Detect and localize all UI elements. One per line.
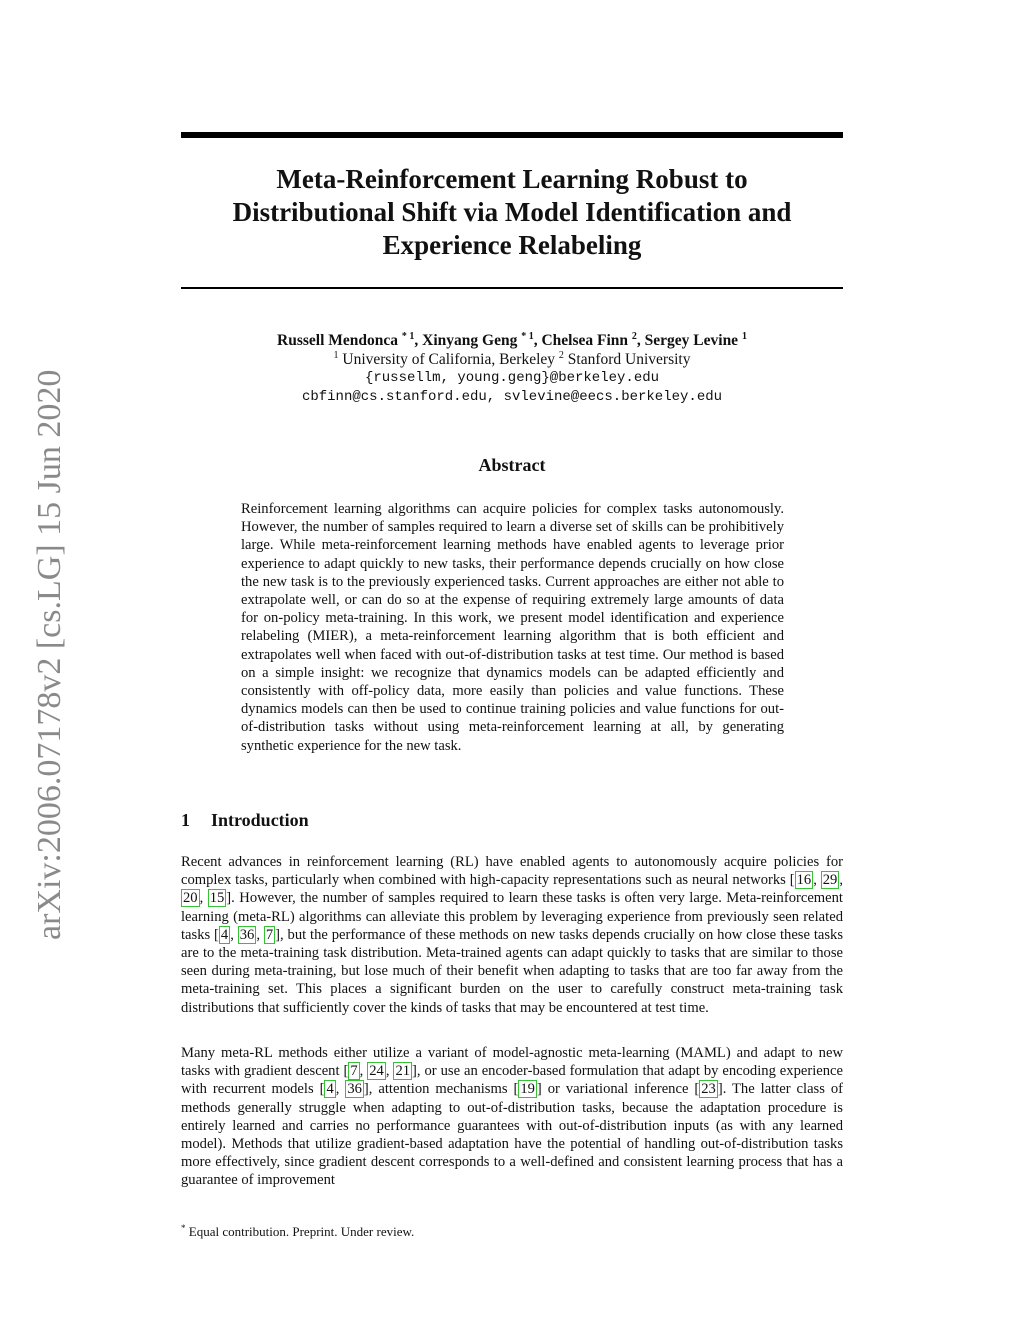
affiliation-2: Stanford University [567, 351, 691, 368]
intro-p2-text-1: Many meta-RL methods either utilize a variant of model-agnostic meta-learning (MAML) and adapt to new tasks with gradient descent [181, 1045, 843, 1080]
intro-paragraph-2: Many meta-RL methods either utilize a variant of model-agnostic meta-learning (MAML) and adapt to new tasks with gradient descent [ 7 , 24 , 21 ], or use an encoder-based formulation that adapt by encoding experience with recurrent models [ 4 , 36 ], attention mechanisms [ 19 ] or variational inference [ 23 ]. The latter class of methods generally struggle when adapting to out-of-distribution tasks, because the adaptation procedure is entirely learned and carries no performance guarantees with out-of-distribution inputs (as with any learned model). Methods that utilize gradient-based adaptation have the potential of handling out-of-distribution tasks more effectively, since gradient descent corresponds to a well-defined and consistent learning process that has a guarantee of improvement [181, 1045, 844, 1189]
affiliation-1: University of California, Berkeley [342, 351, 556, 368]
citation-link[interactable]: 21 [395, 1063, 411, 1080]
intro-p1-text-1: Recent advances in reinforcement learning (RL) have enabled agents to autonomously acquire policies for complex tasks, particularly when combined with high-capacity representations such as neural networks [181, 854, 843, 889]
citation-link[interactable]: 15 [209, 890, 225, 907]
author-4-mark: 1 [741, 331, 747, 342]
author-1-mark: * 1 [401, 331, 415, 342]
author-2-mark: * 1 [521, 331, 534, 342]
author-names: Russell Mendonca $^{* 1}$, Xinyang Geng $^{* 1}$, Chelsea Finn $^2$, Sergey Levine $^1$ [277, 331, 747, 349]
section-title: Introduction [211, 810, 309, 830]
author-block [181, 331, 843, 407]
paper-title [181, 163, 843, 262]
citation-link[interactable]: 24 [369, 1063, 384, 1080]
citation-link[interactable]: 16 [796, 872, 812, 889]
title-line-3: Experience Relabeling [382, 230, 642, 260]
footnote-text: Equal contribution. Preprint. Under review. [185, 1224, 415, 1239]
citation-link[interactable]: 19 [520, 1081, 535, 1098]
citation-link[interactable]: 7 [265, 926, 274, 943]
intro-p1-text-3: , but the performance of these methods on new tasks depends crucially on how close these tasks are to the meta-training task distribution. Meta-trained agents can adapt quickly to tasks that are similar to those seen during meta-training, but lose much of their benefit when adapting to tasks that are too far away from the meta-training set. This places a significant burden on the user to carefully construct meta-training task distributions that sufficiently cover the kinds of tasks that may be encountered at test time. [181, 926, 844, 1016]
title-rule-bottom [181, 287, 843, 289]
footnote [181, 1224, 414, 1240]
author-3-mark: 2 [631, 331, 637, 342]
intro-p1-text-2: . However, the number of samples required to learn these tasks is often very large. Meta-reinforcement learning (meta-RL) algorithms can alleviate this problem by leveraging experience from previously seen related tasks [181, 890, 843, 943]
title-line-1: Meta-Reinforcement Learning Robust to [276, 164, 748, 194]
author-2: Xinyang Geng [422, 332, 518, 349]
title-rule-top [181, 132, 843, 138]
citation-link[interactable]: 4 [220, 926, 229, 943]
author-4: Sergey Levine [644, 332, 739, 349]
section-number: 1 [181, 810, 190, 830]
title-line-2: Distributional Shift via Model Identification and [232, 197, 792, 227]
email-line-2: cbfinn@cs.stanford.edu, svlevine@eecs.berkeley.edu [301, 389, 723, 405]
citation-link[interactable]: 36 [347, 1081, 362, 1098]
affiliation-1-mark: 1 [333, 350, 339, 361]
intro-paragraph-1: Recent advances in reinforcement learning (RL) have enabled agents to autonomously acquire policies for complex tasks, particularly when combined with high-capacity representations such as neural networks [ 16 , 29 , 20 , 15 ]. However, the number of samples required to learn these tasks is often very large. Meta-reinforcement learning (meta-RL) algorithms can alleviate this problem by leveraging experience from previously seen related tasks [ 4 , 36 , 7 ], but the performance of these methods on new tasks depends crucially on how close these tasks are to the meta-training task distribution. Meta-trained agents can adapt quickly to tasks that are similar to those seen during meta-training, but lose much of their benefit when adapting to tasks that are too far away from the meta-training set. This places a significant burden on the user to carefully construct meta-training task distributions that sufficiently cover the kinds of tasks that may be encountered at test time. [181, 854, 844, 1016]
citation-link[interactable]: 29 [822, 872, 838, 889]
intro-p2-text-4: or variational inference [541, 1081, 695, 1098]
footnote-mark: * [181, 1223, 186, 1233]
intro-p2-text-3: , attention mechanisms [368, 1081, 514, 1098]
affiliations [181, 350, 843, 369]
citation-link[interactable]: 7 [350, 1063, 358, 1080]
intro-p2-text-5: . The latter class of methods generally struggle when adapting to out-of-distribution tasks, because the adaptation procedure is entirely learned and carries no performance guarantees with out-of-distribution inputs (as with any learned model). Methods that utilize gradient-based adaptation have the potential of handling out-of-distribution tasks more effectively, since gradient descent corresponds to a well-defined and consistent learning process that has a guarantee of improvement [181, 1081, 844, 1189]
abstract-heading: Abstract [478, 455, 546, 475]
email-line-1: {russellm, young.geng}@berkeley.edu [364, 370, 660, 386]
abstract-text: Reinforcement learning algorithms can acquire policies for complex tasks autonomously. However, the number of samples required to learn a diverse set of skills can be prohibitively large. While meta-reinforcement learning methods have enabled agents to leverage prior experience to adapt quickly to new tasks, their performance depends crucially on how close the new task is to the previously experienced tasks. Current approaches are either not able to extrapolate well, or can do so at the expense of requiring extremely large amounts of data for on-policy meta-training. In this work, we present model identification and experience relabeling (MIER), a meta-reinforcement learning algorithm that is both efficient and extrapolates well when faced with out-of-distribution tasks at test time. Our method is based on a simple insight: we recognize that dynamics models can be adapted efficiently and consistently with off-policy data, more easily than policies and value functions. These dynamics models can then be used to continue training policies and value functions for out-of-distribution tasks without using meta-reinforcement learning at all, by generating synthetic experience for the new task. [241, 501, 784, 754]
author-3: Chelsea Finn [541, 332, 629, 349]
citation-link[interactable]: 36 [239, 926, 255, 943]
arxiv-stamp: arXiv:2006.07178v2 [cs.LG] 15 Jun 2020 [31, 369, 68, 940]
intro-p2-text-2: , or use an encoder-based formulation that adapt by encoding experience with recurrent models [181, 1063, 843, 1098]
citation-link[interactable]: 20 [183, 890, 198, 907]
affiliation-2-mark: 2 [558, 350, 564, 361]
citation-link[interactable]: 23 [701, 1081, 716, 1098]
section-heading-introduction [181, 810, 309, 831]
citation-link[interactable]: 4 [326, 1081, 334, 1098]
author-1: Russell Mendonca [277, 332, 399, 349]
